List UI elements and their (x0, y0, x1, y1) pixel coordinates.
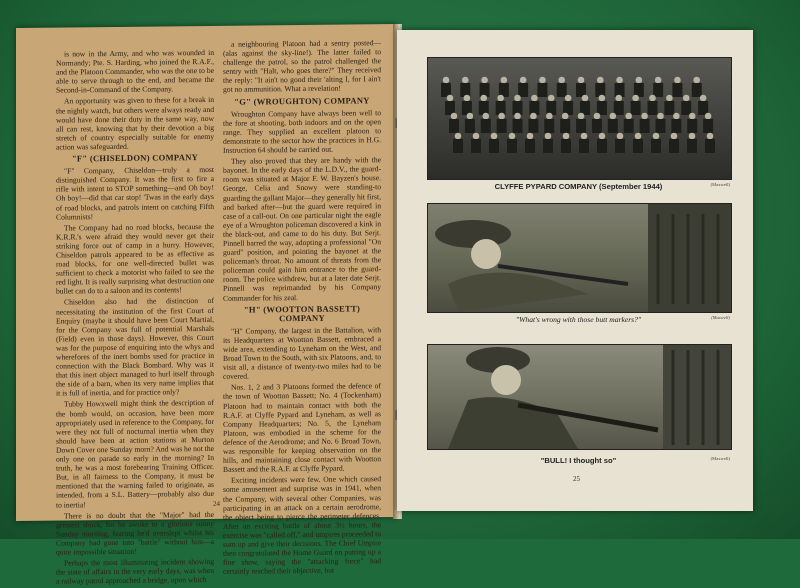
group-photo-figures (428, 58, 731, 179)
page-number-right: 25 (573, 475, 580, 483)
paragraph: "F" Company, Chiseldon—truly a most distinguished Company. It was the first to fire a rifle with intent to STOP something—and Oh boy! Oh boy!—did that car stop! 'Twas in the early days of road blocks, and patrols intent on catching Fifth Columnists! (56, 165, 214, 222)
left-column (56, 48, 214, 588)
heading-f-company: "F" (CHISELDON) COMPANY (71, 152, 199, 164)
credit3-text: (Maxwell) (710, 456, 730, 461)
paragraph: They also proved that they are handy with the bayonet. In the early days of the L.D.V., the guard-room was situated at Major F. W. Bayzen's house. George, Celia and Snowy were standing-to guarding the gallant Major—they generally hit first, and barked after—but the guard were required in case of a call-out. On one particular night the eagle eye of a Wroughton policeman discovered a kink in the black-out, and came to do his duty. But Serjt. Pinnell barred the way, adopting a professional "On guard" position, and pointing the bayonet at the policeman's throat. No amount of threats from the policeman could gain him entrance to the guard-room. The police withdrew, but at a later date Serjt. Pinnell was reprimanded by his Company Commander for his zeal. (223, 155, 381, 303)
col2-g-company-text (223, 108, 381, 303)
prone-soldier-illustration (428, 204, 731, 312)
col2-h-company-text (223, 325, 381, 576)
paragraph: Perhaps the most illuminating incident showing the state of affairs in the very early days, was when a railway patrol approached a bridge, upon which (56, 556, 214, 586)
paragraph: Nos. 1, 2 and 3 Platoons formed the defence of the town of Wootton Bassett; No. 4 (Tockenham) Platoon had to maintain contact with both the R.A.F. at Clyffe Pypard and Lyneham, as well as Company Headquarters; No. 5, the Lyneham Platoon, was embodied in the scheme for the defence of the Aerodrome; and No. 6 Broad Town, was responsible for keeping observation on the hills, and maintaining close contact with Wootton Bassett and the R.A.F. at Clyffe Pypard. (223, 381, 381, 475)
photo-soldier-aiming-rifle (427, 344, 732, 450)
left-page (16, 24, 397, 586)
paragraph: "H" Company, the largest in the Battalion, with its Headquarters at Wootton Bassett, embraced a wide area, extending to Lyneham on the West, and Broad Town to the South, with six Platoons, and, to visit all, a distance of twenty-two miles had to be covered. (223, 324, 381, 382)
paragraph: Chiseldon also had the distinction of necessitating the institution of the first Court of Enquiry (maybe it should have been Court Martial, for the Company was full of potential Marshals (Field) even in those days). However, this Court was for the purpose of enquiring into the whys and wherefores of the inert bombs used for practice in connection with the Black Bombard. Why was it that this inert object managed to hurl itself through the side of a barn, when its very name implies that it is full of inertia, and for practice only? (56, 296, 214, 398)
caption1-text: CLYFFE PYPARD COMPANY (September 1944) (494, 182, 663, 191)
paragraph: a neighbouring Platoon had a sentry posted—(alas against the sky-line!). The latter failed to challenge the patrol, so the patrol challenged the sentry with "Halt, who goes there?" They received the reply: "It ain't no good their 'alting I, for I ain't got no ammunition. What a revelation! (223, 38, 381, 95)
caption-company-photo (427, 182, 730, 191)
heading-h-company: "H" (WOOTTON BASSETT) COMPANY (243, 303, 361, 323)
photo-soldier-prone-rifle (427, 203, 732, 313)
right-column (223, 38, 381, 578)
heading-g-company: "G" (WROUGHTON) COMPANY (234, 94, 370, 107)
paragraph: Wroughton Company have always been well to the fore at shooting, both indoors and on the open range. They supplied an excellent platoon to demonstrate to the sector how the practices in H.G. Instruction 64 should be carried out. (223, 107, 381, 155)
paragraph: The Company had no road blocks, because the K.R.R.'s were afraid they would never get their striking force out of camp in a hurry. However, Chiseldon patrols appeared to be as effective as road blocks, for one well-directed bullet was sufficient to check a motorist who failed to see the red light. It is really surprising what destruction one bullet can do to a saloon and its contents! (56, 221, 214, 296)
right-page (397, 30, 753, 511)
paragraph: There is no doubt that the "Major" had the greatest shock, for he awoke to a glorious sunny Sunday morning, fearing he'd overslept whilst his Company had gone into "battle" without him—a quite impossible situation! (56, 509, 214, 557)
paragraph: Exciting incidents were few. One which caused some amusement and surprise was in 1941, when the Company, with several other Companies, was participating in an attack on a certain aerodrome, the object being to pierce the perimeter defences. After an exciting battle of about 3½ hours, the exercise was "called off," and umpires proceeded to sum up and give their decisions. The Chief Umpire then congratulated the Home Guard on putting up a fine show, saying the "attacking force" had certainly reached their objective, but (223, 474, 381, 577)
paragraph: is now in the Army, and who was wounded in Normandy; Pte. S. Harding, who joined the R.A.F., and the Platoon Commander, who was the one to be able to serve through to the end, and became the Second-in-Command of the Company. (56, 47, 214, 95)
col1-f-company-text (56, 165, 214, 586)
page-number-left: 24 (213, 499, 220, 508)
aiming-soldier-illustration (428, 345, 731, 449)
photo-company-group (427, 57, 732, 180)
col2-intro-text (223, 38, 381, 94)
caption2-text: "What's wrong with those butt markers?" (515, 315, 642, 324)
col1-intro-text (56, 48, 214, 152)
credit2-text: (Maxwell) (711, 315, 730, 320)
paragraph: Tubby Howxwell might think the description of the bomb would, on occasion, have been more appropriately used in reference to the Company, for were they not full of nocturnal inertia when they should have been at action stations at Murton Down Cover one Sunday morn? And was he not the only one on parade so early in the morning? In truth, he was a most forebearing Training Officer. But, in all fairness to the Company, it must be mentioned that the warning failed to originate, as intended, from a S.L. Battery—probably also due to inertia! (56, 398, 214, 510)
caption-butt-markers (427, 315, 730, 324)
caption3-text: "BULL! I thought so" (540, 456, 617, 465)
caption-bull (427, 456, 730, 465)
credit1-text: (Maxwell) (710, 182, 730, 187)
paragraph: An opportunity was given to these for a break in the nightly watch, but others were always ready and would have done their duty in the same way, now all can rest, knowing that by their devotion a big stretch of country especially suitable for enemy action was safeguarded. (56, 95, 214, 152)
